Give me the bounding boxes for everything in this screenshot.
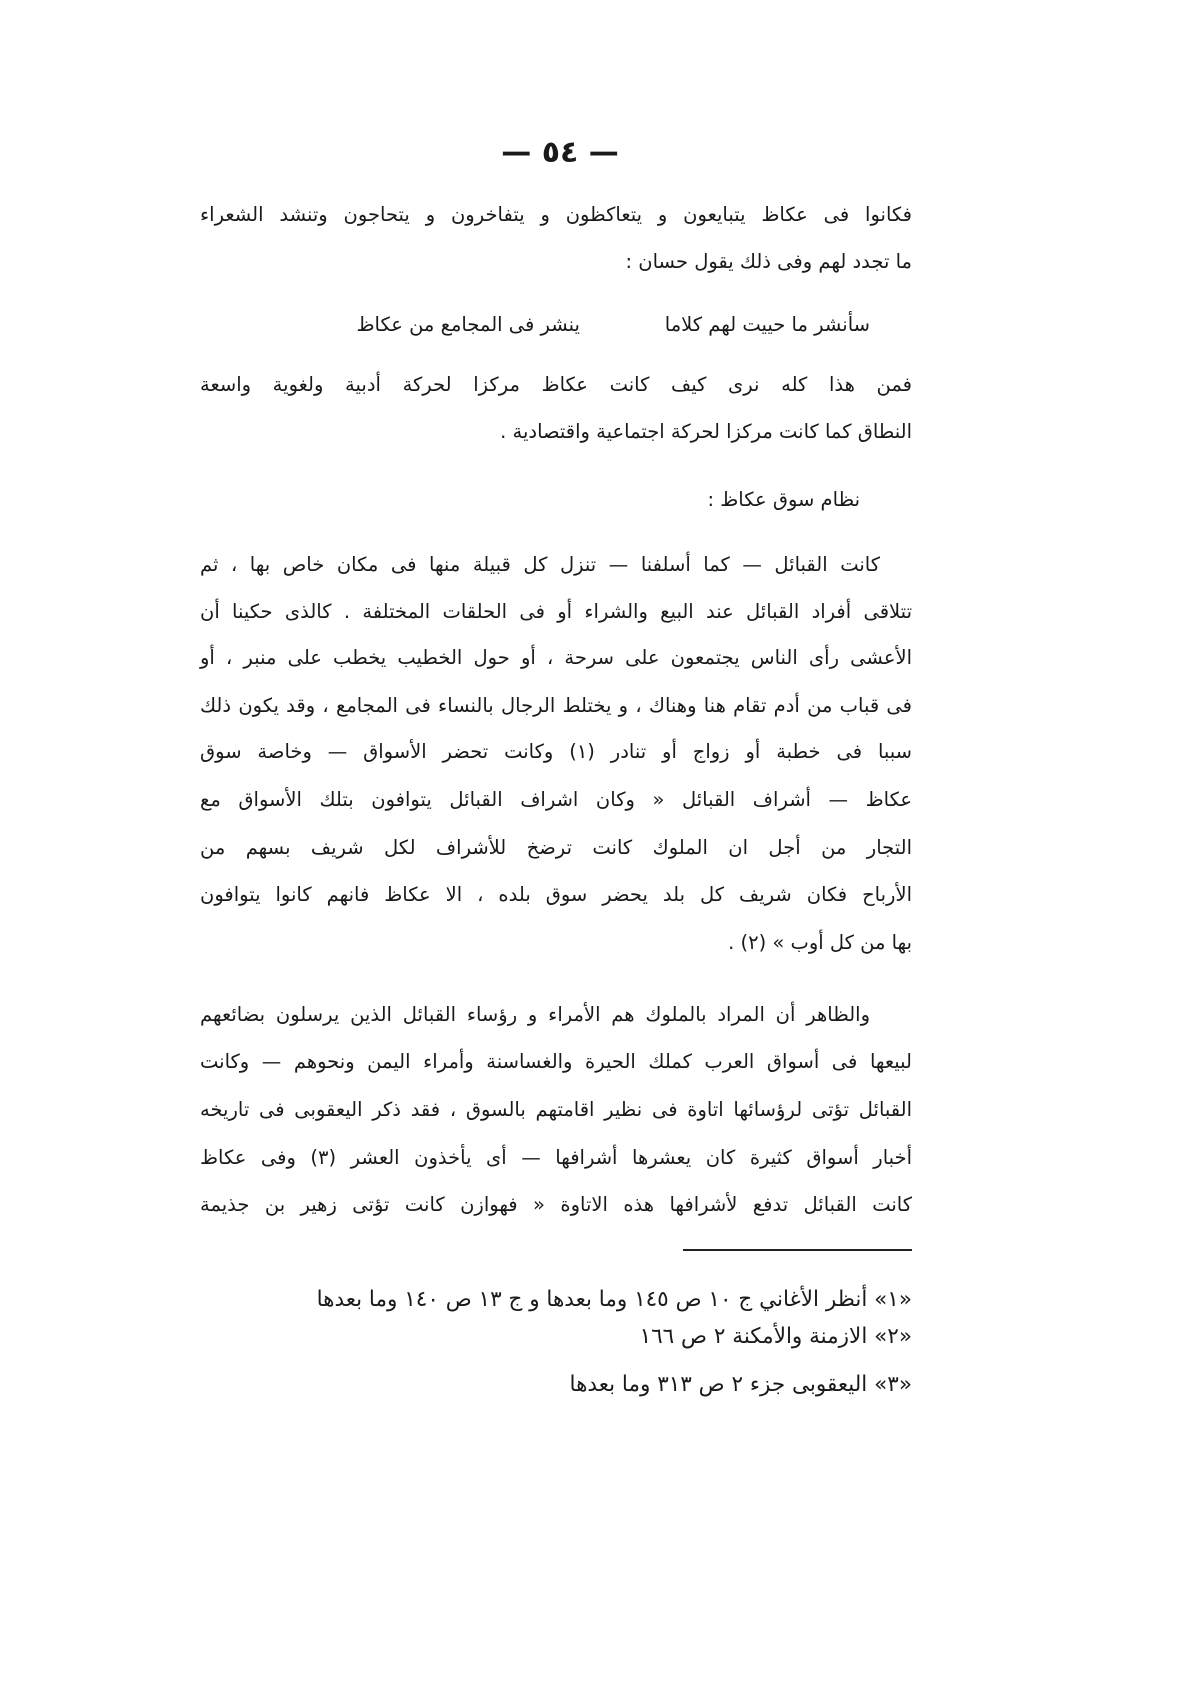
line-text: كانت القبائل تدفع لأشرافها هذه الاتاوة « فهوازن كانت تؤتى زهير بن جذيمة bbox=[200, 1193, 912, 1216]
section-heading: نظام سوق عكاظ : bbox=[707, 488, 860, 511]
line-text: لبيعها فى أسواق العرب كملك الحيرة والغساسنة وأمراء اليمن ونحوهم — وكانت bbox=[200, 1050, 912, 1073]
conclusion-line bbox=[200, 412, 912, 452]
line-text: التجار من أجل ان الملوك كانت ترضخ للأشراف لكل شريف بسهم من bbox=[200, 836, 912, 859]
line-text: فى قباب من أدم تقام هنا وهناك ، و يختلط الرجال بالنساء فى المجامع ، وقد يكون ذلك bbox=[200, 694, 912, 717]
footnote-text: «٣» اليعقوبى جزء ٢ ص ٣١٣ وما بعدها bbox=[569, 1372, 912, 1397]
paragraph-line bbox=[200, 638, 912, 678]
paragraph-line bbox=[200, 592, 912, 632]
paragraph-line bbox=[200, 545, 880, 585]
line-text: النطاق كما كانت مركزا لحركة اجتماعية واقتصادية . bbox=[500, 420, 912, 443]
paragraph-line bbox=[200, 686, 912, 726]
line-text: بها من كل أوب » (٢) . bbox=[728, 931, 912, 954]
footnote-text: «٢» الازمنة والأمكنة ٢ ص ١٦٦ bbox=[639, 1324, 912, 1349]
line-text: والظاهر أن المراد بالملوك هم الأمراء و رؤساء القبائل الذين يرسلون بضائعهم bbox=[200, 1003, 870, 1026]
footnote-text: «١» أنظر الأغاني ج ١٠ ص ١٤٥ وما بعدها و ج ١٣ ص ١٤٠ وما بعدها bbox=[316, 1287, 912, 1312]
line-text: الأعشى رأى الناس يجتمعون على سرحة ، أو حول الخطيب يخطب على منبر ، أو bbox=[200, 646, 912, 669]
line-text: فمن هذا كله نرى كيف كانت عكاظ مركزا لحركة أدبية ولغوية واسعة bbox=[200, 373, 912, 396]
footnote bbox=[200, 1283, 912, 1317]
footnote bbox=[200, 1368, 912, 1402]
paragraph-line bbox=[200, 1138, 912, 1178]
intro-line bbox=[200, 195, 912, 235]
footnote-divider bbox=[683, 1249, 912, 1251]
line-text: ما تجدد لهم وفى ذلك يقول حسان : bbox=[625, 250, 912, 273]
paragraph-line bbox=[200, 923, 912, 963]
line-text: تتلاقى أفراد القبائل عند البيع والشراء أو فى الحلقات المختلفة . كالذى حكينا أن bbox=[200, 600, 912, 623]
line-text: عكاظ — أشراف القبائل « وكان اشراف القبائل يتوافون بتلك الأسواق مع bbox=[200, 788, 912, 811]
line-text: كانت القبائل — كما أسلفنا — تنزل كل قبيلة منها فى مكان خاص بها ، ثم bbox=[200, 553, 880, 576]
page-number: — ٥٤ — bbox=[501, 135, 619, 170]
intro-line bbox=[200, 242, 912, 282]
paragraph-line bbox=[200, 1042, 912, 1082]
verse-first-hemistich: سأنشر ما حييت لهم كلاما bbox=[664, 313, 870, 336]
line-text: القبائل تؤتى لرؤسائها اتاوة فى نظير اقامتهم بالسوق ، فقد ذكر اليعقوبى فى تاريخه bbox=[200, 1098, 912, 1121]
paragraph-line bbox=[200, 780, 912, 820]
line-text: فكانوا فى عكاظ يتبايعون و يتعاكظون و يتفاخرون و يتحاجون وتنشد الشعراء bbox=[200, 203, 912, 226]
paragraph-line bbox=[200, 732, 912, 772]
line-text: الأرباح فكان شريف كل بلد يحضر سوق بلده ، الا عكاظ فانهم كانوا يتوافون bbox=[200, 883, 912, 906]
conclusion-line bbox=[200, 365, 912, 405]
paragraph-line bbox=[200, 875, 912, 915]
verse-second-hemistich: ينشر فى المجامع من عكاظ bbox=[356, 313, 580, 336]
paragraph-line bbox=[200, 1090, 912, 1130]
footnote bbox=[200, 1320, 912, 1354]
paragraph-line bbox=[200, 1185, 912, 1225]
line-text: سببا فى خطبة أو زواج أو تنادر (١) وكانت تحضر الأسواق — وخاصة سوق bbox=[200, 740, 912, 763]
paragraph-line bbox=[200, 828, 912, 868]
paragraph-line bbox=[200, 995, 870, 1035]
line-text: أخبار أسواق كثيرة كان يعشرها أشرافها — أى يأخذون العشر (٣) وفى عكاظ bbox=[200, 1146, 912, 1169]
